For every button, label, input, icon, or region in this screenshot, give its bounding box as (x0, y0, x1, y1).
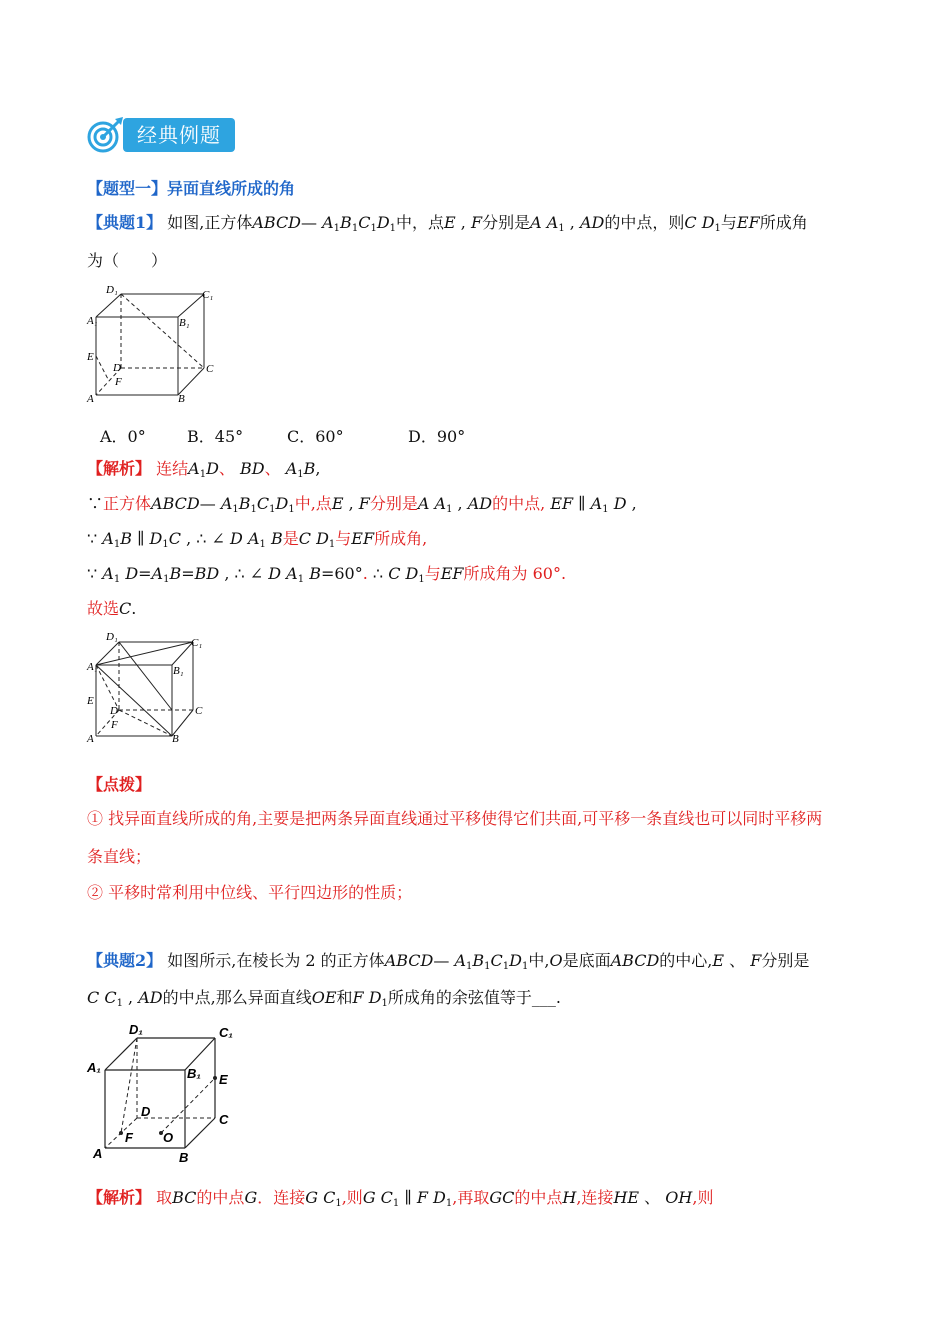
label-E: E (219, 1072, 228, 1087)
label-A: A (87, 733, 94, 745)
tip-point2: ② 平移时常利用中位线、平行四边形的性质； (87, 883, 413, 902)
label-C: C (206, 363, 214, 375)
label-C1: C₁ (191, 637, 203, 649)
example1-question: 【典题1】 如图,正方体ABCD— $A_1B_1C_1D_1$中，点E , F分别是A $A_1$ , AD的中点，则C $D_1$与EF所成角 (87, 213, 808, 234)
cube-figure-1 (85, 282, 215, 404)
tip-point1-cont: 条直线； (87, 847, 152, 866)
option-a[interactable]: A．0° (100, 427, 146, 446)
label-B1: B₁ (179, 317, 190, 329)
label-D1: D₁ (106, 284, 118, 296)
label-B: B (179, 1150, 189, 1165)
solution1-line3: ∵ $A_1B$ ∥ $D_1C$ , ∴ ∠ D $A_1$ B是C $D_1$与EF所成角, (87, 529, 428, 550)
option-b[interactable]: B．45° (187, 427, 244, 446)
label-A: A (87, 393, 94, 404)
label-C: C (195, 705, 203, 717)
option-c[interactable]: C．60° (287, 427, 344, 446)
cube-figure-2 (85, 628, 215, 748)
target-icon (87, 115, 127, 155)
label-B1: B₁ (173, 665, 184, 677)
label-A1: A₁ (87, 1060, 101, 1075)
label-C: C (219, 1112, 229, 1127)
label-E: E (87, 695, 94, 707)
tip-point1: ① 找异面直线所成的角,主要是把两条异面直线通过平移使得它们共面,可平移一条直线也可以同时平移两 (87, 809, 823, 828)
solution1-line4: ∵ $A_1$ $D=A_1B=BD$ , ∴ ∠ D $A_1$ B=60°. ∴ C $D_1$与EF所成角为 60°. (87, 564, 567, 585)
label-O: O (163, 1130, 174, 1145)
label-F: F (125, 1130, 133, 1145)
label-E: E (87, 351, 94, 363)
label-D1: D₁ (129, 1022, 143, 1037)
label-D1: D₁ (106, 631, 118, 643)
label-B1: B₁ (187, 1066, 201, 1081)
label-B: B (178, 393, 185, 404)
option-d[interactable]: D．90° (408, 427, 466, 446)
solution1-conclusion: 故选C. (87, 599, 137, 618)
example2-question: 【典题2】 如图所示,在棱长为 2 的正方体ABCD— $A_1B_1C_1D_1$中,O是底面ABCD的中心,E 、 F分别是 (87, 951, 810, 972)
point-E (213, 1076, 217, 1080)
solution1-line1: 【解析】 连结$A_1D$、 BD、 $A_1B$, (87, 459, 321, 480)
label-A: A (93, 1146, 103, 1161)
label-F: F (111, 719, 118, 731)
label-D: D (141, 1104, 151, 1119)
example1-line2: 为（ ） (87, 251, 168, 270)
label-C1: C₁ (219, 1025, 233, 1040)
label-A1: A₁ (87, 315, 98, 327)
section-banner (87, 115, 237, 155)
label-A1: A₁ (87, 661, 98, 673)
point-F (119, 1131, 123, 1135)
type-heading: 【题型一】异面直线所成的角 (87, 179, 296, 198)
label-B: B (172, 733, 179, 745)
example2-line2: C $C_1$ , AD的中点,那么异面直线OE和F $D_1$所成角的余弦值等于___. (87, 988, 562, 1009)
label-C1: C₁ (202, 289, 214, 301)
cube-figure-3 (85, 1020, 245, 1165)
label-D: D (110, 705, 118, 717)
banner-title: 经典例题 (123, 118, 235, 152)
tip-heading: 【点拨】 (87, 775, 152, 794)
label-F: F (115, 376, 122, 388)
label-D: D (113, 362, 121, 374)
solution1-line2: ∵正方体ABCD— $A_1B_1C_1D_1$中,点E , F分别是A $A_1$ , AD的中点, EF ∥ $A_1$ D , (87, 494, 637, 515)
solution2-line1: 【解析】 取BC的中点G．连接G $C_1$,则G $C_1$ ∥ F $D_1$,再取GC的中点H,连接HE 、 OH,则 (87, 1188, 714, 1209)
